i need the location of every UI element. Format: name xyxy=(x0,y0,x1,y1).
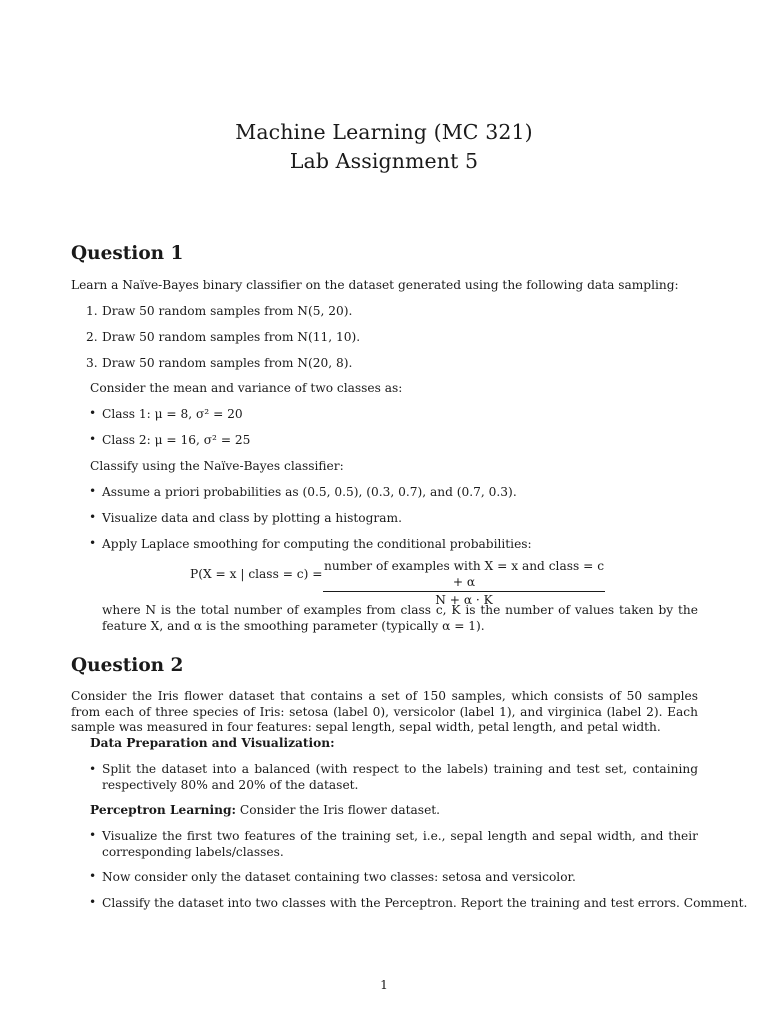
step-3: Draw 50 random samples from N(20, 8). xyxy=(102,356,353,370)
consider-classes-text: Consider the mean and variance of two classes as: xyxy=(90,381,403,395)
bullet-dot-icon: • xyxy=(89,536,97,550)
step-1: Draw 50 random samples from N(5, 20). xyxy=(102,304,353,318)
perceptron-intro: Consider the Iris flower dataset. xyxy=(239,803,441,817)
formula-fraction xyxy=(323,558,605,608)
perceptron-classify: Classify the dataset into two classes with the Perceptron. Report the training and test errors. Comment. xyxy=(102,896,748,910)
task-histogram: Visualize data and class by plotting a histogram. xyxy=(102,511,402,525)
formula-lhs: P(X = x | class = c) = xyxy=(190,567,323,581)
bullet-dot-icon: • xyxy=(89,895,97,909)
perceptron-two-classes: Now consider only the dataset containing two classes: setosa and versicolor. xyxy=(102,870,576,884)
task-priors: Assume a priori probabilities as (0.5, 0.5), (0.3, 0.7), and (0.7, 0.3). xyxy=(102,485,517,499)
title-course: Machine Learning (MC 321) xyxy=(235,120,533,144)
question-2-intro: Consider the Iris flower dataset that contains a set of 150 samples, which consists of 50 samples from each of three species of Iris: setosa (label 0), versicolor (label 1), and virginica (label 2). Each sample was measured in four features: sepal length, sepal width, petal length, and petal width. xyxy=(71,689,698,734)
bullet-dot-icon: • xyxy=(89,510,97,524)
perceptron-heading: Perceptron Learning: xyxy=(90,803,237,817)
question-1-heading: Question 1 xyxy=(71,243,184,264)
classify-text: Classify using the Naïve-Bayes classifier: xyxy=(90,459,344,473)
title-assignment: Lab Assignment 5 xyxy=(289,149,479,173)
bullet-dot-icon: • xyxy=(89,762,97,776)
formula-denominator: N + α · K xyxy=(435,593,493,607)
step-number: 1. xyxy=(86,304,98,318)
bullet-dot-icon: • xyxy=(89,484,97,498)
data-prep-heading: Data Preparation and Visualization: xyxy=(90,736,335,750)
document-title xyxy=(0,118,768,176)
bullet-dot-icon: • xyxy=(89,432,97,446)
bullet-dot-icon: • xyxy=(89,828,97,842)
step-number: 2. xyxy=(86,330,98,344)
formula-numerator: number of examples with X = x and class = c + α xyxy=(323,558,605,592)
question-2-heading: Question 2 xyxy=(71,655,184,676)
step-2: Draw 50 random samples from N(11, 10). xyxy=(102,330,361,344)
formula-explanation: where N is the total number of examples from class c, K is the number of values taken by the feature X, and α is the smoothing parameter (typically α = 1). xyxy=(102,603,698,633)
perceptron-section xyxy=(90,803,440,819)
page-number: 1 xyxy=(380,978,388,992)
question-1-intro: Learn a Naïve-Bayes binary classifier on the dataset generated using the following data sampling: xyxy=(71,278,679,292)
class-2-params: Class 2: μ = 16, σ² = 25 xyxy=(102,433,251,447)
perceptron-visualize: Visualize the first two features of the training set, i.e., sepal length and sepal width, and their corresponding labels/classes. xyxy=(102,829,698,859)
bullet-dot-icon: • xyxy=(89,869,97,883)
step-number: 3. xyxy=(86,356,98,370)
task-laplace: Apply Laplace smoothing for computing the conditional probabilities: xyxy=(102,537,532,551)
data-prep-split: Split the dataset into a balanced (with respect to the labels) training and test set, containing respectively 80% and 20% of the dataset. xyxy=(102,762,698,792)
bullet-dot-icon: • xyxy=(89,406,97,420)
class-1-params: Class 1: μ = 8, σ² = 20 xyxy=(102,407,243,421)
